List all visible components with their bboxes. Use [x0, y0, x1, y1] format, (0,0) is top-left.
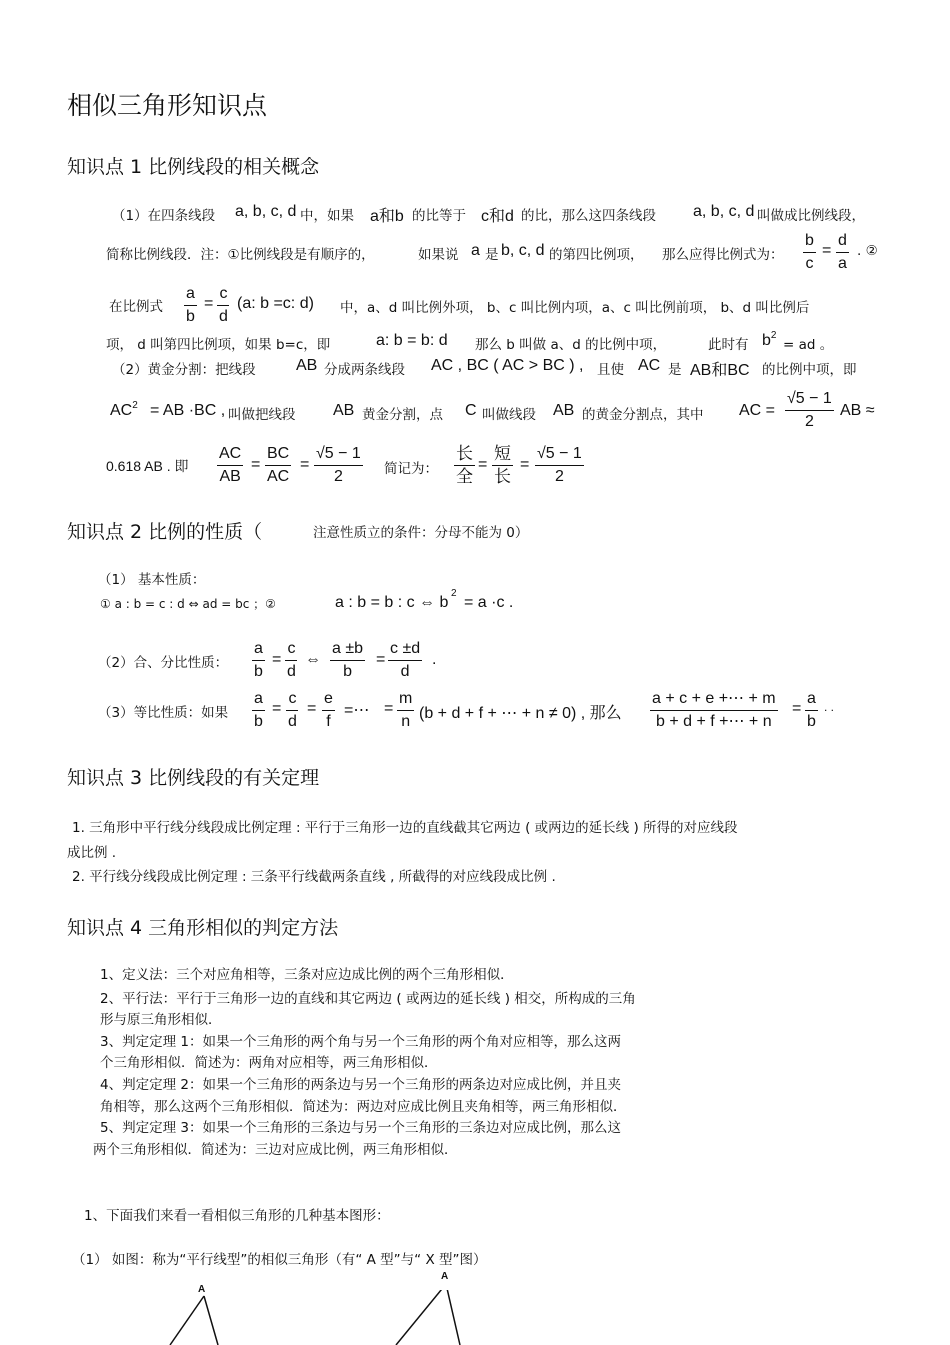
numerator: a: [805, 688, 818, 711]
s1-line1e: 的比等于: [412, 208, 466, 224]
equals: =: [300, 456, 310, 473]
denominator: AB: [219, 468, 241, 485]
s1-line1h: a, b, c, d: [693, 203, 755, 220]
denominator: d: [219, 308, 228, 325]
fraction-c-over-d: [285, 638, 298, 683]
s2-equal-ratio-cond: (b + d + f + ⋯ + n ≠ 0) , 那么: [419, 705, 622, 722]
denominator: 长: [494, 467, 511, 486]
triangle-a-right-side: [204, 1296, 218, 1345]
section-heading-1: 知识点 1 比例线段的相关概念: [67, 156, 320, 178]
equals: =: [272, 651, 282, 668]
s1-line4a: 项， d 叫第四比例项，如果 b=c，即: [106, 337, 331, 353]
denominator: b + d + f +⋯ + n: [655, 713, 772, 730]
denominator: b: [254, 663, 263, 680]
s3-theorem-1: 1. 三角形中平行线分线段成比例定理 : 平行于三角形一边的直线截其它两边 ( 或两边的延长线 ) 所得的对应线段: [72, 820, 738, 836]
fraction-d-over-a: [836, 230, 849, 275]
equals: =: [520, 456, 530, 473]
s1-line6k: AB ≈: [840, 402, 875, 419]
section-heading-2-note: 注意性质立的条件：分母不能为 0）: [313, 525, 529, 541]
denominator: f: [326, 713, 331, 730]
fraction-m-over-n: [397, 688, 414, 733]
s1-line6e: 黄金分割，点: [362, 407, 443, 423]
fraction-apmb-over-b: [330, 638, 365, 683]
s1-line5e: 且使: [597, 362, 624, 378]
vertex-label-a: A: [441, 1271, 449, 1282]
s2-basic-3: = a ·c .: [464, 594, 514, 611]
s1-line5c: 分成两条线段: [324, 362, 405, 378]
numerator: a: [252, 688, 265, 711]
denominator: b: [254, 713, 263, 730]
s4-item: 1、定义法：三个对应角相等，三条对应边成比例的两个三角形相似．: [100, 967, 514, 983]
numerator: d: [836, 230, 849, 253]
b-symbol: b: [762, 332, 771, 349]
denominator: 全: [456, 467, 473, 486]
page-title: 相似三角形知识点: [67, 91, 268, 120]
s1-line6b: = AB ·BC ,: [150, 402, 226, 419]
s1-line4f: = ad 。: [783, 337, 834, 353]
numerator: BC: [265, 443, 291, 466]
fraction-c-over-d: [286, 688, 299, 733]
denominator: 2: [554, 468, 564, 485]
s1-line6f: C: [465, 402, 477, 419]
numerator: c: [217, 283, 229, 306]
numerator: a: [184, 283, 197, 306]
equals: =: [251, 456, 261, 473]
s1-line5f: AC: [638, 357, 661, 374]
s1-line2b: 如果说: [418, 247, 459, 263]
period: .: [432, 651, 437, 668]
s4-item: 角相等，那么这两个三角形相似．简述为：两边对应成比例且夹角相等，两三角形相似．: [100, 1099, 627, 1115]
s1-line6j: AC =: [739, 402, 776, 419]
equals: =: [272, 700, 282, 717]
s2-combine: （2）合、分比性质：: [98, 655, 229, 671]
s1-line1a: （1）在四条线段: [112, 208, 216, 224]
s1-line4b: a: b = b: d: [376, 332, 448, 349]
denominator: 2: [804, 413, 814, 430]
s1-line6a: $AC^2$: [110, 400, 138, 419]
s1-line1d: a和b: [370, 208, 404, 225]
s1-line2c: a: [471, 242, 480, 259]
s1-line7a: 0.618 AB . 即: [106, 458, 189, 474]
s1-line1b: a, b, c, d: [235, 203, 297, 220]
numerator: c: [286, 688, 298, 711]
superscript-2: 2: [451, 588, 457, 599]
fraction-bc-over-ac: [265, 443, 291, 488]
fraction-cpmd-over-d: [388, 638, 422, 683]
s3-theorem-1-cont: 成比例 .: [67, 845, 117, 861]
fraction-ac-over-ab: [217, 443, 243, 488]
s2-basic-2: a : b = b : c ⇔ b: [335, 594, 449, 611]
equals: =: [822, 242, 832, 259]
s4-item: 4、判定定理 2：如果一个三角形的两条边与另一个三角形的两条边对应成比例，并且夹: [100, 1077, 621, 1093]
equals: =: [384, 700, 394, 717]
denominator: b: [807, 713, 816, 730]
section-heading-4: 知识点 4 三角形相似的判定方法: [67, 917, 339, 939]
triangle-x-right-side: [446, 1290, 460, 1345]
triangle-x-left-side: [396, 1290, 446, 1345]
s4-item: 3、判定定理 1：如果一个三角形的两个角与另一个三角形的两个角对应相等，那么这两: [100, 1034, 621, 1050]
equals-dots: =⋯: [344, 702, 370, 719]
s1-line2a: 简称比例线段．注：①比例线段是有顺序的，: [106, 247, 375, 263]
section-heading-3: 知识点 3 比例线段的有关定理: [67, 767, 320, 789]
s1-line5b: AB: [296, 357, 318, 374]
s1-line1f: c和d: [481, 208, 514, 225]
fraction-a-over-b: [252, 688, 265, 733]
fraction-golden-2: [314, 443, 363, 488]
fraction-golden-3: [535, 443, 584, 488]
fraction-a-over-b: [184, 283, 197, 328]
s1-line5i: 的比例中项，即: [762, 362, 857, 378]
s1-line6h: AB: [553, 402, 575, 419]
s1-line2d: 是: [485, 247, 499, 263]
numerator: c: [285, 638, 297, 661]
s2-basic: （1） 基本性质：: [98, 572, 206, 588]
section-heading-2: 知识点 2 比例的性质（: [67, 521, 263, 543]
s1-line6i: 的黄金分割点，其中: [582, 407, 704, 423]
denominator: d: [288, 713, 297, 730]
s1-line3a: 在比例式: [109, 299, 163, 315]
fraction-long-over-whole: [454, 443, 475, 488]
s1-line3b: (a: b =c: d): [237, 295, 314, 312]
s5-figure-1-caption: （1） 如图：称为“平行线型”的相似三角形（有“ A 型”与“ X 型”图）: [72, 1252, 487, 1268]
equals: =: [204, 295, 214, 312]
fraction-short-over-long: [492, 443, 513, 488]
s4-item: 2、平行法：平行于三角形一边的直线和其它两边 ( 或两边的延长线 ) 相交，所构成的三角: [100, 991, 636, 1007]
numerator: a: [252, 638, 265, 661]
s1-line2f: 的第四比例项，: [549, 247, 644, 263]
denominator: c: [805, 255, 814, 272]
s4-item: 两个三角形相似．简述为：三边对应成比例，两三角形相似．: [93, 1142, 458, 1158]
s4-item: 5、判定定理 3：如果一个三角形的三条边与另一个三角形的三条边对应成比例，那么这: [100, 1120, 621, 1136]
numerator: √5 − 1: [535, 443, 584, 466]
fraction-a-over-b: [805, 688, 818, 733]
s5-intro: 1、下面我们来看一看相似三角形的几种基本图形：: [84, 1208, 390, 1224]
s3-theorem-2: 2. 平行线分线段成比例定理 : 三条平行线截两条直线 , 所截得的对应线段成比例 .: [72, 869, 556, 885]
denominator: n: [401, 713, 411, 730]
numerator: 长: [454, 443, 475, 466]
denominator: d: [400, 663, 410, 680]
s1-line4e: $b^2$: [762, 330, 777, 349]
s2-equal-ratio: （3）等比性质：如果: [98, 705, 229, 721]
denominator: b: [343, 663, 352, 680]
fraction-b-over-c: [803, 230, 816, 275]
numerator: 短: [492, 443, 513, 466]
fraction-e-over-f: [322, 688, 335, 733]
s1-line1g: 的比，那么这四条线段: [521, 208, 656, 224]
s1-line6g: 叫做线段: [482, 407, 536, 423]
s1-line6c: 叫做把线段: [228, 407, 296, 423]
s1-line5h: AB和BC: [690, 362, 750, 379]
s1-line1c: 中，如果: [300, 208, 354, 224]
denominator: a: [838, 255, 847, 272]
s1-line4c: 那么 b 叫做 a、d 的比例中项，: [475, 337, 667, 353]
s2-end-dots: . .: [824, 700, 835, 714]
denominator: b: [186, 308, 195, 325]
numerator: a + c + e +⋯ + m: [650, 688, 778, 711]
s1-line3c: 中，a、d 叫比例外项， b、c 叫比例内项，a、c 叫比例前项， b、d 叫比例后: [340, 300, 810, 316]
denominator: 2: [333, 468, 343, 485]
numerator: c ±d: [388, 638, 422, 661]
s1-line7b: 简记为：: [384, 461, 438, 477]
s1-line1i: 叫做成比例线段，: [757, 208, 865, 224]
triangle-a-left-side: [170, 1296, 204, 1345]
s1-line4d: 此时有: [708, 337, 749, 353]
s1-line2g: 那么应得比例式为：: [662, 247, 784, 263]
numerator: m: [397, 688, 414, 711]
similar-triangle-figures: [150, 1290, 480, 1345]
ac-symbol: AC: [110, 402, 133, 419]
fraction-a-over-b: [252, 638, 265, 683]
numerator: AC: [217, 443, 243, 466]
s4-item: 个三角形相似．简述为：两角对应相等，两三角形相似．: [100, 1055, 438, 1071]
denominator: AC: [267, 468, 290, 485]
equals: =: [307, 700, 317, 717]
s1-line5a: （2）黄金分割：把线段: [112, 362, 256, 378]
denominator: d: [287, 663, 296, 680]
equals: =: [478, 456, 488, 473]
s2-basic-1: ① a : b = c : d ⇔ ad = bc ；②: [100, 597, 276, 611]
vertex-label-a: A: [198, 1284, 206, 1295]
s1-line2h: . ②: [857, 243, 878, 259]
numerator: √5 − 1: [785, 388, 834, 411]
fraction-sum-ratio: [650, 688, 778, 733]
equals: =: [376, 651, 386, 668]
numerator: a ±b: [330, 638, 365, 661]
fraction-golden: [785, 388, 834, 433]
s1-line2e: b, c, d: [501, 242, 545, 259]
iff-symbol: ⇔: [305, 651, 321, 668]
equals: =: [792, 700, 802, 717]
numerator: e: [322, 688, 335, 711]
s1-line5d: AC , BC ( AC > BC ) ,: [431, 357, 584, 374]
s4-item: 形与原三角形相似．: [100, 1012, 222, 1028]
numerator: √5 − 1: [314, 443, 363, 466]
fraction-c-over-d: [217, 283, 230, 328]
s1-line6d: AB: [333, 402, 355, 419]
s1-line5g: 是: [668, 362, 682, 378]
numerator: b: [803, 230, 816, 253]
